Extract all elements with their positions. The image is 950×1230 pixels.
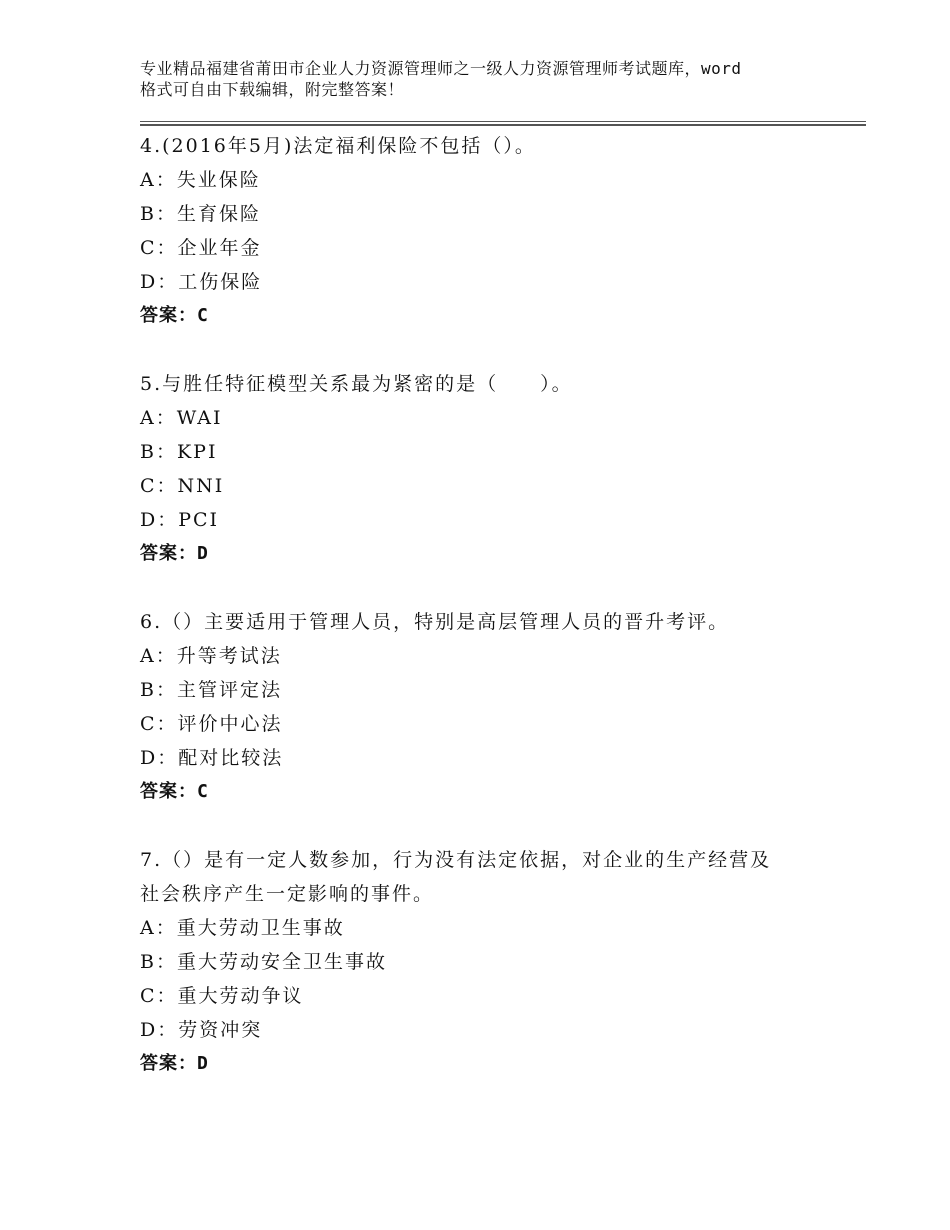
header-divider — [140, 121, 866, 122]
option-d: D：PCI — [140, 509, 220, 531]
answer-value: C — [197, 305, 209, 326]
question-stem — [140, 843, 860, 911]
question-stem — [140, 367, 860, 401]
question-stem — [140, 605, 860, 639]
answer-label: 答案： — [140, 1053, 197, 1074]
option-c: C：评价中心法 — [140, 713, 283, 735]
answer-label: 答案： — [140, 305, 197, 326]
document-header — [140, 58, 840, 100]
question-7 — [140, 843, 860, 1081]
option-c: C：企业年金 — [140, 237, 262, 259]
option-a: A：升等考试法 — [140, 645, 282, 667]
question-stem-line: 5.与胜任特征模型关系最为紧密的是（ ）。 — [140, 373, 573, 395]
answer — [140, 775, 860, 809]
option-b: B：重大劳动安全卫生事故 — [140, 951, 387, 973]
option-d: D：劳资冲突 — [140, 1019, 263, 1041]
answer-value: C — [197, 781, 209, 802]
question-stem-line: 4.(2016年5月)法定福利保险不包括（）。 — [140, 135, 536, 157]
answer — [140, 537, 860, 571]
question-list — [140, 129, 860, 1081]
answer — [140, 1047, 860, 1081]
question-6 — [140, 605, 860, 809]
answer-value: D — [197, 543, 209, 564]
option-b: B：生育保险 — [140, 203, 261, 225]
question-5 — [140, 367, 860, 571]
option-d: D：配对比较法 — [140, 747, 284, 769]
option-b: B：KPI — [140, 441, 218, 463]
question-stem-line: 6.（）主要适用于管理人员，特别是高层管理人员的晋升考评。 — [140, 611, 730, 633]
option-c: C：重大劳动争议 — [140, 985, 304, 1007]
option-a: A：失业保险 — [140, 169, 261, 191]
header-line: 格式可自由下载编辑，附完整答案！ — [140, 80, 405, 99]
question-4 — [140, 129, 860, 333]
answer — [140, 299, 860, 333]
header-line: 专业精品福建省莆田市企业人力资源管理师之一级人力资源管理师考试题库，word — [140, 59, 742, 78]
option-c: C：NNI — [140, 475, 225, 497]
option-d: D：工伤保险 — [140, 271, 263, 293]
question-stem-line: 社会秩序产生一定影响的事件。 — [140, 883, 435, 905]
answer-label: 答案： — [140, 543, 197, 564]
answer-label: 答案： — [140, 781, 197, 802]
question-stem-line: 7.（）是有一定人数参加，行为没有法定依据，对企业的生产经营及 — [140, 849, 772, 871]
option-a: A：WAI — [140, 407, 223, 429]
header-divider-thick — [140, 124, 866, 126]
question-stem — [140, 129, 860, 163]
option-a: A：重大劳动卫生事故 — [140, 917, 345, 939]
answer-value: D — [197, 1053, 209, 1074]
option-b: B：主管评定法 — [140, 679, 282, 701]
